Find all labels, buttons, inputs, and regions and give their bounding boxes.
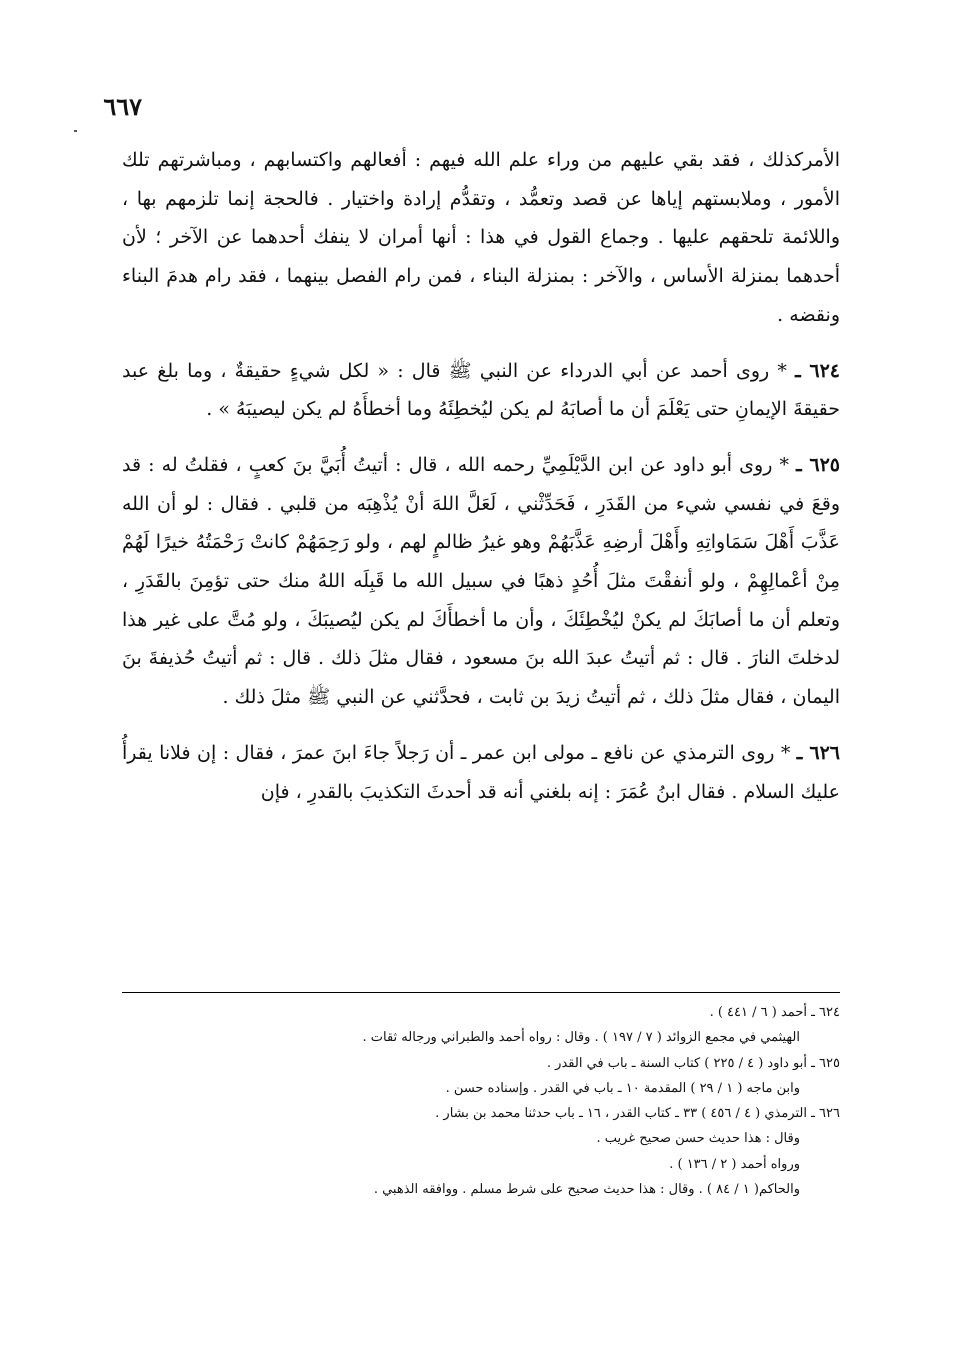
corner-mark xyxy=(74,130,77,132)
paragraph-626 xyxy=(122,734,840,811)
paragraph-number: ٦٢٦ ـ xyxy=(796,741,840,764)
page-number: ٦٦٧ xyxy=(103,92,142,121)
paragraph-625 xyxy=(122,446,840,717)
paragraph-text: الأمركذلك ، فقد بقي عليهم من وراء علم الله فيهم : أفعالهم واكتسابهم ، ومباشرتهم تلك الأمور ، وملابستهم إياها عن قصد وتعمُّد ، وتقدُّم إرادة واختيار . فالحجة إنما تلزمهم بها ، واللائمة تلحقهم عليها . وجماع القول في هذا : أنها أمران لا ينفك أحدهما عن الآخر ؛ لأن أحدهما بمنزلة الأساس ، والآخر : بمنزلة البناء ، فمن رام الفصل بينهما ، فقد رام هدمَ البناء ونقضه . xyxy=(122,149,840,326)
paragraph-624 xyxy=(122,352,840,429)
paragraph-number: ٦٢٥ ـ xyxy=(796,453,841,476)
footnote: ٦٢٦ ـ الترمذي ( ٤ / ٤٥٦ ) ٣٣ ـ كتاب القدر ، ١٦ ـ باب حدثنا محمد بن بشار . xyxy=(435,1106,840,1122)
footnote: ٦٢٥ ـ أبو داود ( ٤ / ٢٢٥ ) كتاب السنة ـ باب في القدر . xyxy=(546,1055,840,1071)
main-text xyxy=(122,141,840,811)
paragraph-text: * روى أحمد عن أبي الدرداء عن النبي ﷺ قال : « لكل شيءٍ حقيقةٌ ، وما بلغ عبد حقيقةَ الإيمانِ حتى يَعْلَمَ أن ما أصابَهُ لم يكن ليُخطِئَهُ وما أخطأَهُ لم يكن ليصيبَهُ » . xyxy=(122,359,840,421)
footnote: وابن ماجه ( ١ / ٢٩ ) المقدمة ١٠ ـ باب في القدر . وإسناده حسن . xyxy=(445,1080,800,1096)
footnote-separator xyxy=(122,992,840,993)
footnotes xyxy=(300,1000,840,1202)
footnote: ورواه أحمد ( ٢ / ١٣٦ ) . xyxy=(669,1156,800,1172)
paragraph-number: ٦٢٤ ـ xyxy=(795,359,840,382)
footnote: ٦٢٤ ـ أحمد ( ٦ / ٤٤١ ) . xyxy=(709,1005,840,1020)
paragraph-continuation xyxy=(122,141,840,335)
footnote: وقال : هذا حديث حسن صحيح غريب . xyxy=(596,1131,800,1147)
footnote: والحاكم( ١ / ٨٤ ) . وقال : هذا حديث صحيح على شرط مسلم . ووافقه الذهبي . xyxy=(373,1182,800,1198)
paragraph-text: * روى الترمذي عن نافع ـ مولى ابن عمر ـ أن رَجلاً جاءَ ابنَ عمرَ ، فقال : إن فلانا يقرأُ عليك السلام . فقال ابنُ عُمَرَ : إنه بلغني أنه قد أحدثَ التكذيبَ بالقدرِ ، فإن xyxy=(122,741,840,803)
paragraph-text: * روى أبو داود عن ابن الدَّيْلَمِيِّ رحمه الله ، قال : أتيتُ أُبَيَّ بنَ كعبٍ ، فقلتُ له : قد وقعَ في نفسي شيء من القَدَرِ ، فَحَدِّثْني ، لَعَلَّ اللهَ أنْ يُذْهِبَه من قلبي . فقال : لو أن الله عَذَّبَ أَهْلَ سَمَاواتِهِ وأَهْلَ أرضِهِ عَذَّبَهُمْ وهو غيرُ ظالمٍ لهم ، ولو رَحِمَهُمْ كانتْ رَحْمَتُهُ خيرًا لَهُمْ مِنْ أعْمالِهِمْ ، ولو أنفقْتَ مثلَ أُحُدٍ ذهبًا في سبيل الله ما قَبِلَه اللهُ منك حتى تؤمِنَ بالقَدَرِ ، وتعلم أن ما أصابَكَ لم يكنْ ليُخْطِئَكَ ، وأن ما أخطأَكَ لم يكن ليُصيبَكَ ، ولو مُتَّ على غير هذا لدخلتَ النارَ . قال : ثم أتيتُ عبدَ الله بنَ مسعود ، فقال مثلَ ذلك . قال : ثم أتيتُ حُذيفةَ بنَ اليمان ، فقال مثلَ ذلك ، ثم أتيتُ زيدَ بن ثابت ، فحدَّثني عن النبي ﷺ مثلَ ذلك . xyxy=(122,453,841,709)
footnote: الهيثمي في مجمع الزوائد ( ٧ / ١٩٧ ) . وقال : رواه أحمد والطبراني ورجاله ثقات . xyxy=(362,1030,800,1046)
